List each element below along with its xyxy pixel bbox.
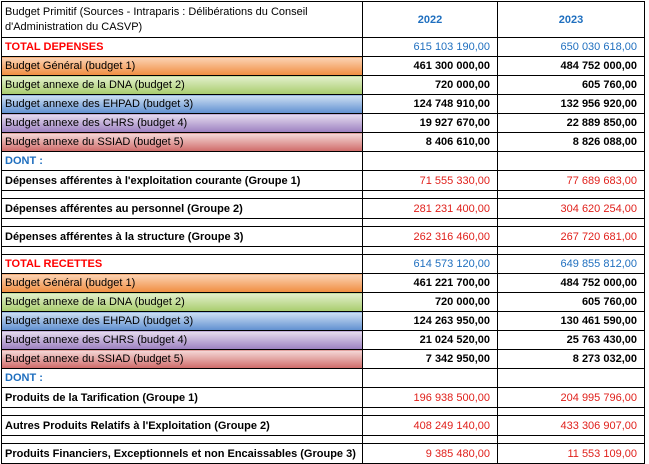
budget-label: Budget annexe du SSIAD (budget 5) bbox=[2, 350, 363, 369]
depenses-budget-row bbox=[2, 114, 645, 133]
recettes-budget-row bbox=[2, 274, 645, 293]
budget-value-2022: 19 927 670,00 bbox=[363, 114, 498, 133]
budget-label: Budget annexe du SSIAD (budget 5) bbox=[2, 133, 363, 152]
groupe-value-2023: 204 995 796,00 bbox=[498, 388, 645, 408]
groupe-value-2022: 71 555 330,00 bbox=[363, 171, 498, 191]
groupe-row bbox=[2, 171, 645, 191]
groupe-row bbox=[2, 199, 645, 219]
groupe-value-2023: 304 620 254,00 bbox=[498, 199, 645, 219]
budget-value-2023: 8 273 032,00 bbox=[498, 350, 645, 369]
total-depenses-2023: 650 030 618,00 bbox=[498, 38, 645, 57]
groupe-row bbox=[2, 416, 645, 436]
budget-value-2022: 8 406 610,00 bbox=[363, 133, 498, 152]
groupe-value-2023: 11 553 109,00 bbox=[498, 444, 645, 464]
recettes-budget-row bbox=[2, 312, 645, 331]
budget-label: Budget Général (budget 1) bbox=[2, 274, 363, 293]
total-recettes-2023: 649 855 812,00 bbox=[498, 255, 645, 274]
total-recettes-2022: 614 573 120,00 bbox=[363, 255, 498, 274]
groupe-row bbox=[2, 227, 645, 247]
budget-value-2023: 132 956 920,00 bbox=[498, 95, 645, 114]
groupe-value-2023: 267 720 681,00 bbox=[498, 227, 645, 247]
groupe-row bbox=[2, 388, 645, 408]
header-row bbox=[2, 2, 645, 38]
groupe-label: Produits Financiers, Exceptionnels et non Encaissables (Groupe 3) bbox=[2, 444, 363, 464]
budget-value-2023: 8 826 088,00 bbox=[498, 133, 645, 152]
recettes-budget-row bbox=[2, 350, 645, 369]
budget-value-2023: 25 763 430,00 bbox=[498, 331, 645, 350]
budget-value-2023: 22 889 850,00 bbox=[498, 114, 645, 133]
table-title: Budget Primitif (Sources - Intraparis : Délibérations du Conseil d'Administration du CASVP) bbox=[2, 2, 363, 38]
groupe-value-2022: 196 938 500,00 bbox=[363, 388, 498, 408]
budget-value-2023: 605 760,00 bbox=[498, 293, 645, 312]
recettes-budget-row bbox=[2, 331, 645, 350]
depenses-budget-row bbox=[2, 76, 645, 95]
dont-label: DONT : bbox=[2, 369, 363, 388]
budget-label: Budget annexe des EHPAD (budget 3) bbox=[2, 95, 363, 114]
dont-row bbox=[2, 152, 645, 171]
recettes-budget-row bbox=[2, 293, 645, 312]
groupe-value-2022: 408 249 140,00 bbox=[363, 416, 498, 436]
budget-value-2022: 7 342 950,00 bbox=[363, 350, 498, 369]
depenses-budget-row bbox=[2, 95, 645, 114]
groupe-value-2022: 262 316 460,00 bbox=[363, 227, 498, 247]
budget-value-2022: 461 221 700,00 bbox=[363, 274, 498, 293]
budget-value-2022: 720 000,00 bbox=[363, 293, 498, 312]
groupe-label: Dépenses afférentes à la structure (Groupe 3) bbox=[2, 227, 363, 247]
budget-value-2022: 124 263 950,00 bbox=[363, 312, 498, 331]
total-depenses-label: TOTAL DEPENSES bbox=[2, 38, 363, 57]
budget-value-2022: 461 300 000,00 bbox=[363, 57, 498, 76]
groupe-label: Produits de la Tarification (Groupe 1) bbox=[2, 388, 363, 408]
budget-value-2022: 21 024 520,00 bbox=[363, 331, 498, 350]
budget-label: Budget annexe de la DNA (budget 2) bbox=[2, 76, 363, 95]
budget-value-2023: 605 760,00 bbox=[498, 76, 645, 95]
groupe-label: Dépenses afférentes au personnel (Groupe 2) bbox=[2, 199, 363, 219]
groupe-value-2022: 281 231 400,00 bbox=[363, 199, 498, 219]
budget-value-2022: 720 000,00 bbox=[363, 76, 498, 95]
year-2022-header: 2022 bbox=[363, 2, 498, 38]
depenses-budget-row bbox=[2, 133, 645, 152]
groupe-row bbox=[2, 444, 645, 464]
budget-label: Budget annexe des EHPAD (budget 3) bbox=[2, 312, 363, 331]
total-recettes-row bbox=[2, 255, 645, 274]
budget-value-2023: 484 752 000,00 bbox=[498, 57, 645, 76]
groupe-value-2022: 9 385 480,00 bbox=[363, 444, 498, 464]
budget-value-2023: 484 752 000,00 bbox=[498, 274, 645, 293]
budget-label: Budget annexe de la DNA (budget 2) bbox=[2, 293, 363, 312]
budget-value-2022: 124 748 910,00 bbox=[363, 95, 498, 114]
budget-label: Budget Général (budget 1) bbox=[2, 57, 363, 76]
budget-label: Budget annexe des CHRS (budget 4) bbox=[2, 331, 363, 350]
budget-table bbox=[1, 1, 645, 464]
groupe-label: Autres Produits Relatifs à l'Exploitation (Groupe 2) bbox=[2, 416, 363, 436]
total-depenses-row bbox=[2, 38, 645, 57]
year-2023-header: 2023 bbox=[498, 2, 645, 38]
groupe-label: Dépenses afférentes à l'exploitation courante (Groupe 1) bbox=[2, 171, 363, 191]
groupe-value-2023: 433 306 907,00 bbox=[498, 416, 645, 436]
budget-label: Budget annexe des CHRS (budget 4) bbox=[2, 114, 363, 133]
budget-value-2023: 130 461 590,00 bbox=[498, 312, 645, 331]
total-depenses-2022: 615 103 190,00 bbox=[363, 38, 498, 57]
total-recettes-label: TOTAL RECETTES bbox=[2, 255, 363, 274]
groupe-value-2023: 77 689 683,00 bbox=[498, 171, 645, 191]
dont-label: DONT : bbox=[2, 152, 363, 171]
dont-row bbox=[2, 369, 645, 388]
depenses-budget-row bbox=[2, 57, 645, 76]
